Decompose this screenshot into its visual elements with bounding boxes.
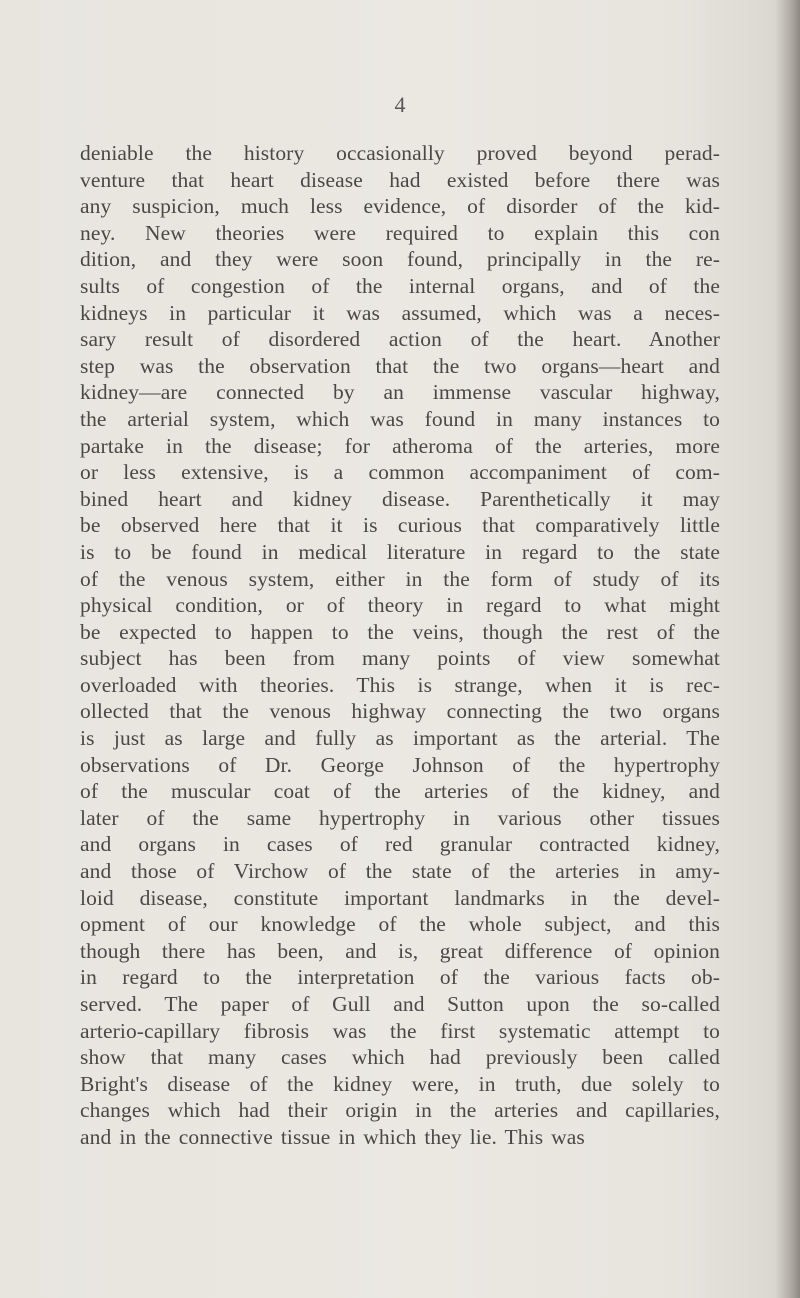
text-line: is just as large and fully as important as the arterial. The	[80, 726, 720, 751]
text-line: kidney—are connected by an immense vascular highway,	[80, 380, 720, 405]
text-line: of the muscular coat of the arteries of the kidney, and	[80, 779, 720, 804]
text-line: or less extensive, is a common accompaniment of com-	[80, 460, 720, 485]
text-line: is to be found in medical literature in regard to the state	[80, 539, 720, 564]
text-line: and organs in cases of red granular contracted kidney,	[80, 832, 720, 857]
text-line: and in the connective tissue in which they lie. This was	[80, 1124, 585, 1149]
text-line: changes which had their origin in the arteries and capillaries,	[80, 1098, 720, 1123]
text-line: physical condition, or of theory in regard to what might	[80, 593, 720, 618]
text-line: later of the same hypertrophy in various other tissues	[80, 805, 720, 830]
text-line: observations of Dr. George Johnson of the hypertrophy	[80, 752, 720, 777]
text-line: kidneys in particular it was assumed, which was a neces-	[80, 300, 720, 325]
text-line: though there has been, and is, great difference of opinion	[80, 938, 720, 963]
text-line: sary result of disordered action of the heart. Another	[80, 327, 720, 352]
page-edge-shadow	[776, 0, 800, 1298]
text-line: of the venous system, either in the form of study of its	[80, 566, 720, 591]
text-line: sults of congestion of the internal organs, and of the	[80, 273, 720, 298]
text-line: any suspicion, much less evidence, of disorder of the kid-	[80, 194, 720, 219]
text-line: ney. New theories were required to explain this con	[80, 220, 720, 245]
text-line: show that many cases which had previously been called	[80, 1045, 720, 1070]
text-line: arterio-capillary fibrosis was the first systematic attempt to	[80, 1018, 720, 1043]
text-line: and those of Virchow of the state of the arteries in amy-	[80, 859, 720, 884]
text-line: in regard to the interpretation of the various facts ob-	[80, 965, 720, 990]
text-line: subject has been from many points of view somewhat	[80, 646, 720, 671]
text-line: partake in the disease; for atheroma of the arteries, more	[80, 433, 720, 458]
text-line: the arterial system, which was found in many instances to	[80, 406, 720, 431]
text-line: served. The paper of Gull and Sutton upon the so-called	[80, 992, 720, 1016]
text-line: loid disease, constitute important landmarks in the devel-	[80, 885, 720, 910]
text-line: bined heart and kidney disease. Parenthetically it may	[80, 486, 720, 511]
body-text	[80, 140, 720, 1151]
text-line: overloaded with theories. This is strange, when it is rec-	[80, 672, 720, 697]
text-line: venture that heart disease had existed before there was	[80, 167, 720, 192]
page-number: 4	[394, 92, 406, 117]
text-line: dition, and they were soon found, principally in the re-	[80, 247, 720, 272]
text-line: step was the observation that the two organs—heart and	[80, 353, 720, 378]
text-line: Bright's disease of the kidney were, in truth, due solely to	[80, 1071, 720, 1096]
text-line: deniable the history occasionally proved beyond perad-	[80, 141, 720, 165]
text-line: be observed here that it is curious that comparatively little	[80, 513, 720, 538]
text-line: ollected that the venous highway connecting the two organs	[80, 699, 720, 724]
text-line: be expected to happen to the veins, though the rest of the	[80, 619, 720, 644]
text-line: opment of our knowledge of the whole subject, and this	[80, 912, 720, 937]
